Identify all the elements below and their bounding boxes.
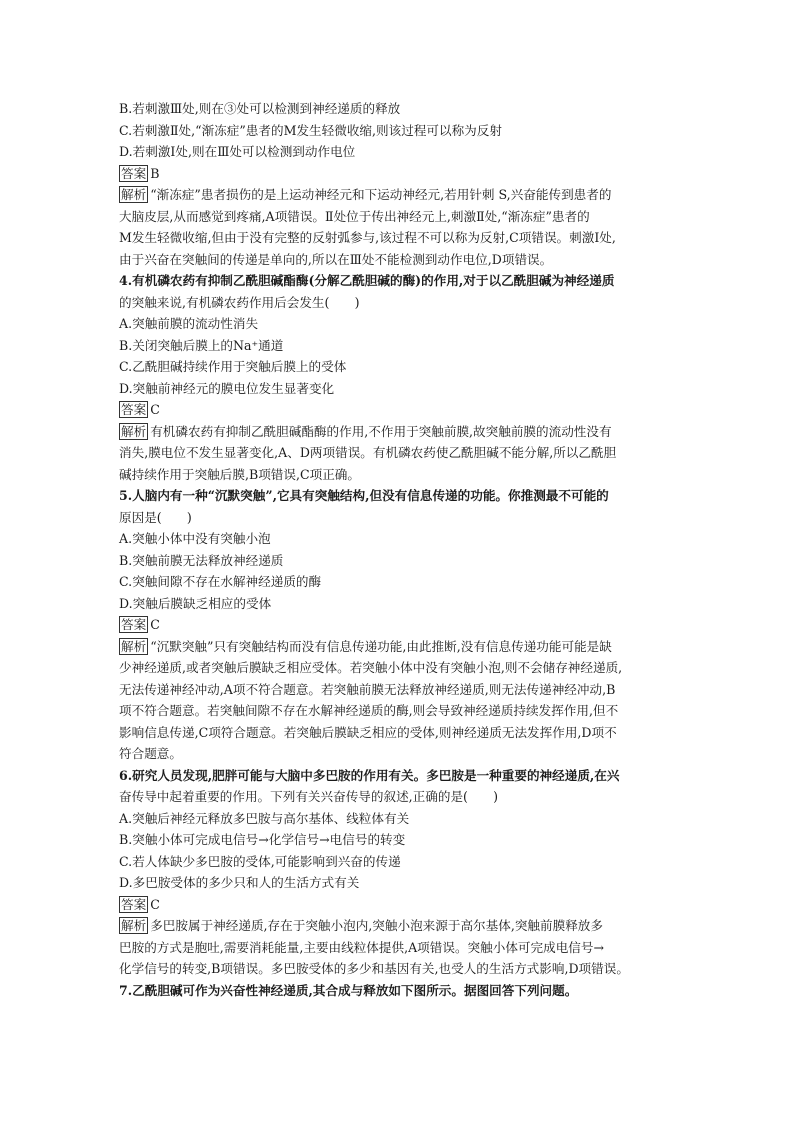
analysis-line-3: 碱持续作用于突触后膜,B项错误,C项正确。 — [119, 466, 360, 482]
question-stem-1: 6.研究人员发现,肥胖可能与大脑中多巴胺的作用有关。多巴胺是一种重要的神经递质,在兴 — [119, 767, 620, 783]
option-a: A.突触小体中没有突触小泡 — [119, 531, 271, 546]
analysis-label: 解析 — [121, 423, 147, 439]
question-5 — [119, 485, 679, 765]
option-d: D.突触前神经元的膜电位发生显著变化 — [119, 380, 335, 396]
answer-value: B — [150, 165, 160, 181]
analysis-line-3: 无法传递神经冲动,A项不符合题意。若突触前膜无法释放神经递质,则无法传递神经冲动,B — [119, 681, 616, 697]
question-stem-2: 奋传导中起着重要的作用。下列有关兴奋传导的叙述,正确的是( ) — [119, 789, 499, 804]
answer-line — [119, 163, 679, 185]
answer-label: 答案 — [121, 896, 147, 912]
option-c: C.若刺激Ⅱ处,“渐冻症”患者的M发生轻微收缩,则该过程可以称为反射 — [119, 122, 502, 138]
question-stem-1: 5.人脑内有一种“沉默突触”,它具有突触结构,但没有信息传递的功能。你推测最不可能的 — [119, 488, 609, 503]
answer-value: C — [150, 402, 160, 417]
analysis-line-3: M发生轻微收缩,但由于没有完整的反射弧参与,该过程不可以称为反射,C项错误。刺激Ⅰ处, — [119, 230, 616, 245]
analysis-line-2: 大脑皮层,从而感觉到疼痛,A项错误。Ⅱ处位于传出神经元上,刺激Ⅱ处,“渐冻症”患者的 — [119, 208, 590, 224]
question-stem-2: 的突触来说,有机磷农药作用后会发生( ) — [119, 294, 360, 310]
option-d: D.若刺激Ⅰ处,则在Ⅲ处可以检测到动作电位 — [119, 144, 356, 159]
analysis-line-2: 少神经递质,或者突触后膜缺乏相应受体。若突触小体中没有突触小泡,则不会储存神经递质, — [119, 660, 623, 675]
analysis-line-2: 巴胺的方式是胞吐,需要消耗能量,主要由线粒体提供,A项错误。突触小体可完成电信号→ — [119, 939, 605, 955]
option-b: B.突触小体可完成电信号→化学信号→电信号的转变 — [119, 832, 406, 847]
option-c: C.若人体缺少多巴胺的受体,可能影响到兴奋的传递 — [119, 853, 401, 869]
option-c: C.突触间隙不存在水解神经递质的酶 — [119, 574, 322, 589]
answer-label: 答案 — [121, 617, 147, 632]
option-a: A.突触后神经元释放多巴胺与高尔基体、线粒体有关 — [119, 810, 410, 826]
document-page — [119, 98, 679, 1001]
answer-value: C — [150, 896, 160, 912]
question-stem-1: 4.有机磷农药有抑制乙酰胆碱酯酶(分解乙酰胆碱的酶)的作用,对于以乙酰胆碱为神经递质 — [119, 273, 615, 288]
option-d: D.多巴胺受体的多少只和人的生活方式有关 — [119, 875, 360, 890]
analysis-line-1: 解析 有机磷农药有抑制乙酰胆碱酯酶的作用,不作用于突触前膜,故突触前膜的流动性没有 — [121, 423, 612, 439]
analysis-line-6: 符合题意。 — [119, 746, 182, 761]
option-a: A.突触前膜的流动性消失 — [119, 316, 259, 331]
option-b: B.若刺激Ⅲ处,则在③处可以检测到神经递质的释放 — [119, 101, 401, 116]
question-6 — [119, 765, 679, 980]
analysis-line-5: 影响信息传递,C项符合题意。若突触后膜缺乏相应的受体,则神经递质无法发挥作用,D项不 — [119, 724, 617, 740]
question-4 — [119, 270, 679, 485]
question-7 — [119, 980, 679, 1002]
analysis-line-1: 解析 “渐冻症”患者损伤的是上运动神经元和下运动神经元,若用针刺 S,兴奋能传到患者的 — [121, 187, 612, 202]
question-stem-2: 原因是( ) — [119, 509, 192, 525]
analysis-line-4: 项不符合题意。若突触间隙不存在水解神经递质的酶,则会导致神经递质持续发挥作用,但不 — [119, 703, 619, 718]
answer-value: C — [150, 617, 160, 632]
analysis-line-1: 解析 多巴胺属于神经递质,存在于突触小泡内,突触小泡来源于高尔基体,突触前膜释放多 — [121, 918, 603, 933]
analysis-line-1: 解析 “沉默突触”只有突触结构而没有信息传递功能,由此推断,没有信息传递功能可能是缺 — [121, 638, 612, 654]
answer-line — [119, 614, 679, 636]
option-c: C.乙酰胆碱持续作用于突触后膜上的受体 — [119, 359, 347, 374]
answer-line — [119, 399, 679, 421]
question-3 — [119, 98, 679, 270]
option-d: D.突触后膜缺乏相应的受体 — [119, 595, 272, 611]
answer-label: 答案 — [121, 165, 147, 181]
question-stem-1: 7.乙酰胆碱可作为兴奋性神经递质,其合成与释放如下图所示。据图回答下列问题。 — [119, 982, 578, 998]
analysis-line-4: 由于兴奋在突触间的传递是单向的,所以在Ⅲ处不能检测到动作电位,D项错误。 — [119, 251, 553, 267]
analysis-line-3: 化学信号的转变,B项错误。多巴胺受体的多少和基因有关,也受人的生活方式影响,D项错误。 — [119, 961, 629, 976]
analysis-line-2: 消失,膜电位不发生显著变化,A、D两项错误。有机磷农药使乙酰胆碱不能分解,所以乙酰胆 — [119, 445, 617, 460]
option-b: B.突触前膜无法释放神经递质 — [119, 552, 284, 568]
analysis-label: 解析 — [121, 187, 147, 202]
analysis-label: 解析 — [121, 638, 147, 654]
option-b: B.关闭突触后膜上的Na⁺通道 — [119, 337, 284, 353]
answer-label: 答案 — [121, 402, 147, 417]
analysis-label: 解析 — [121, 918, 147, 933]
answer-line — [119, 894, 679, 916]
